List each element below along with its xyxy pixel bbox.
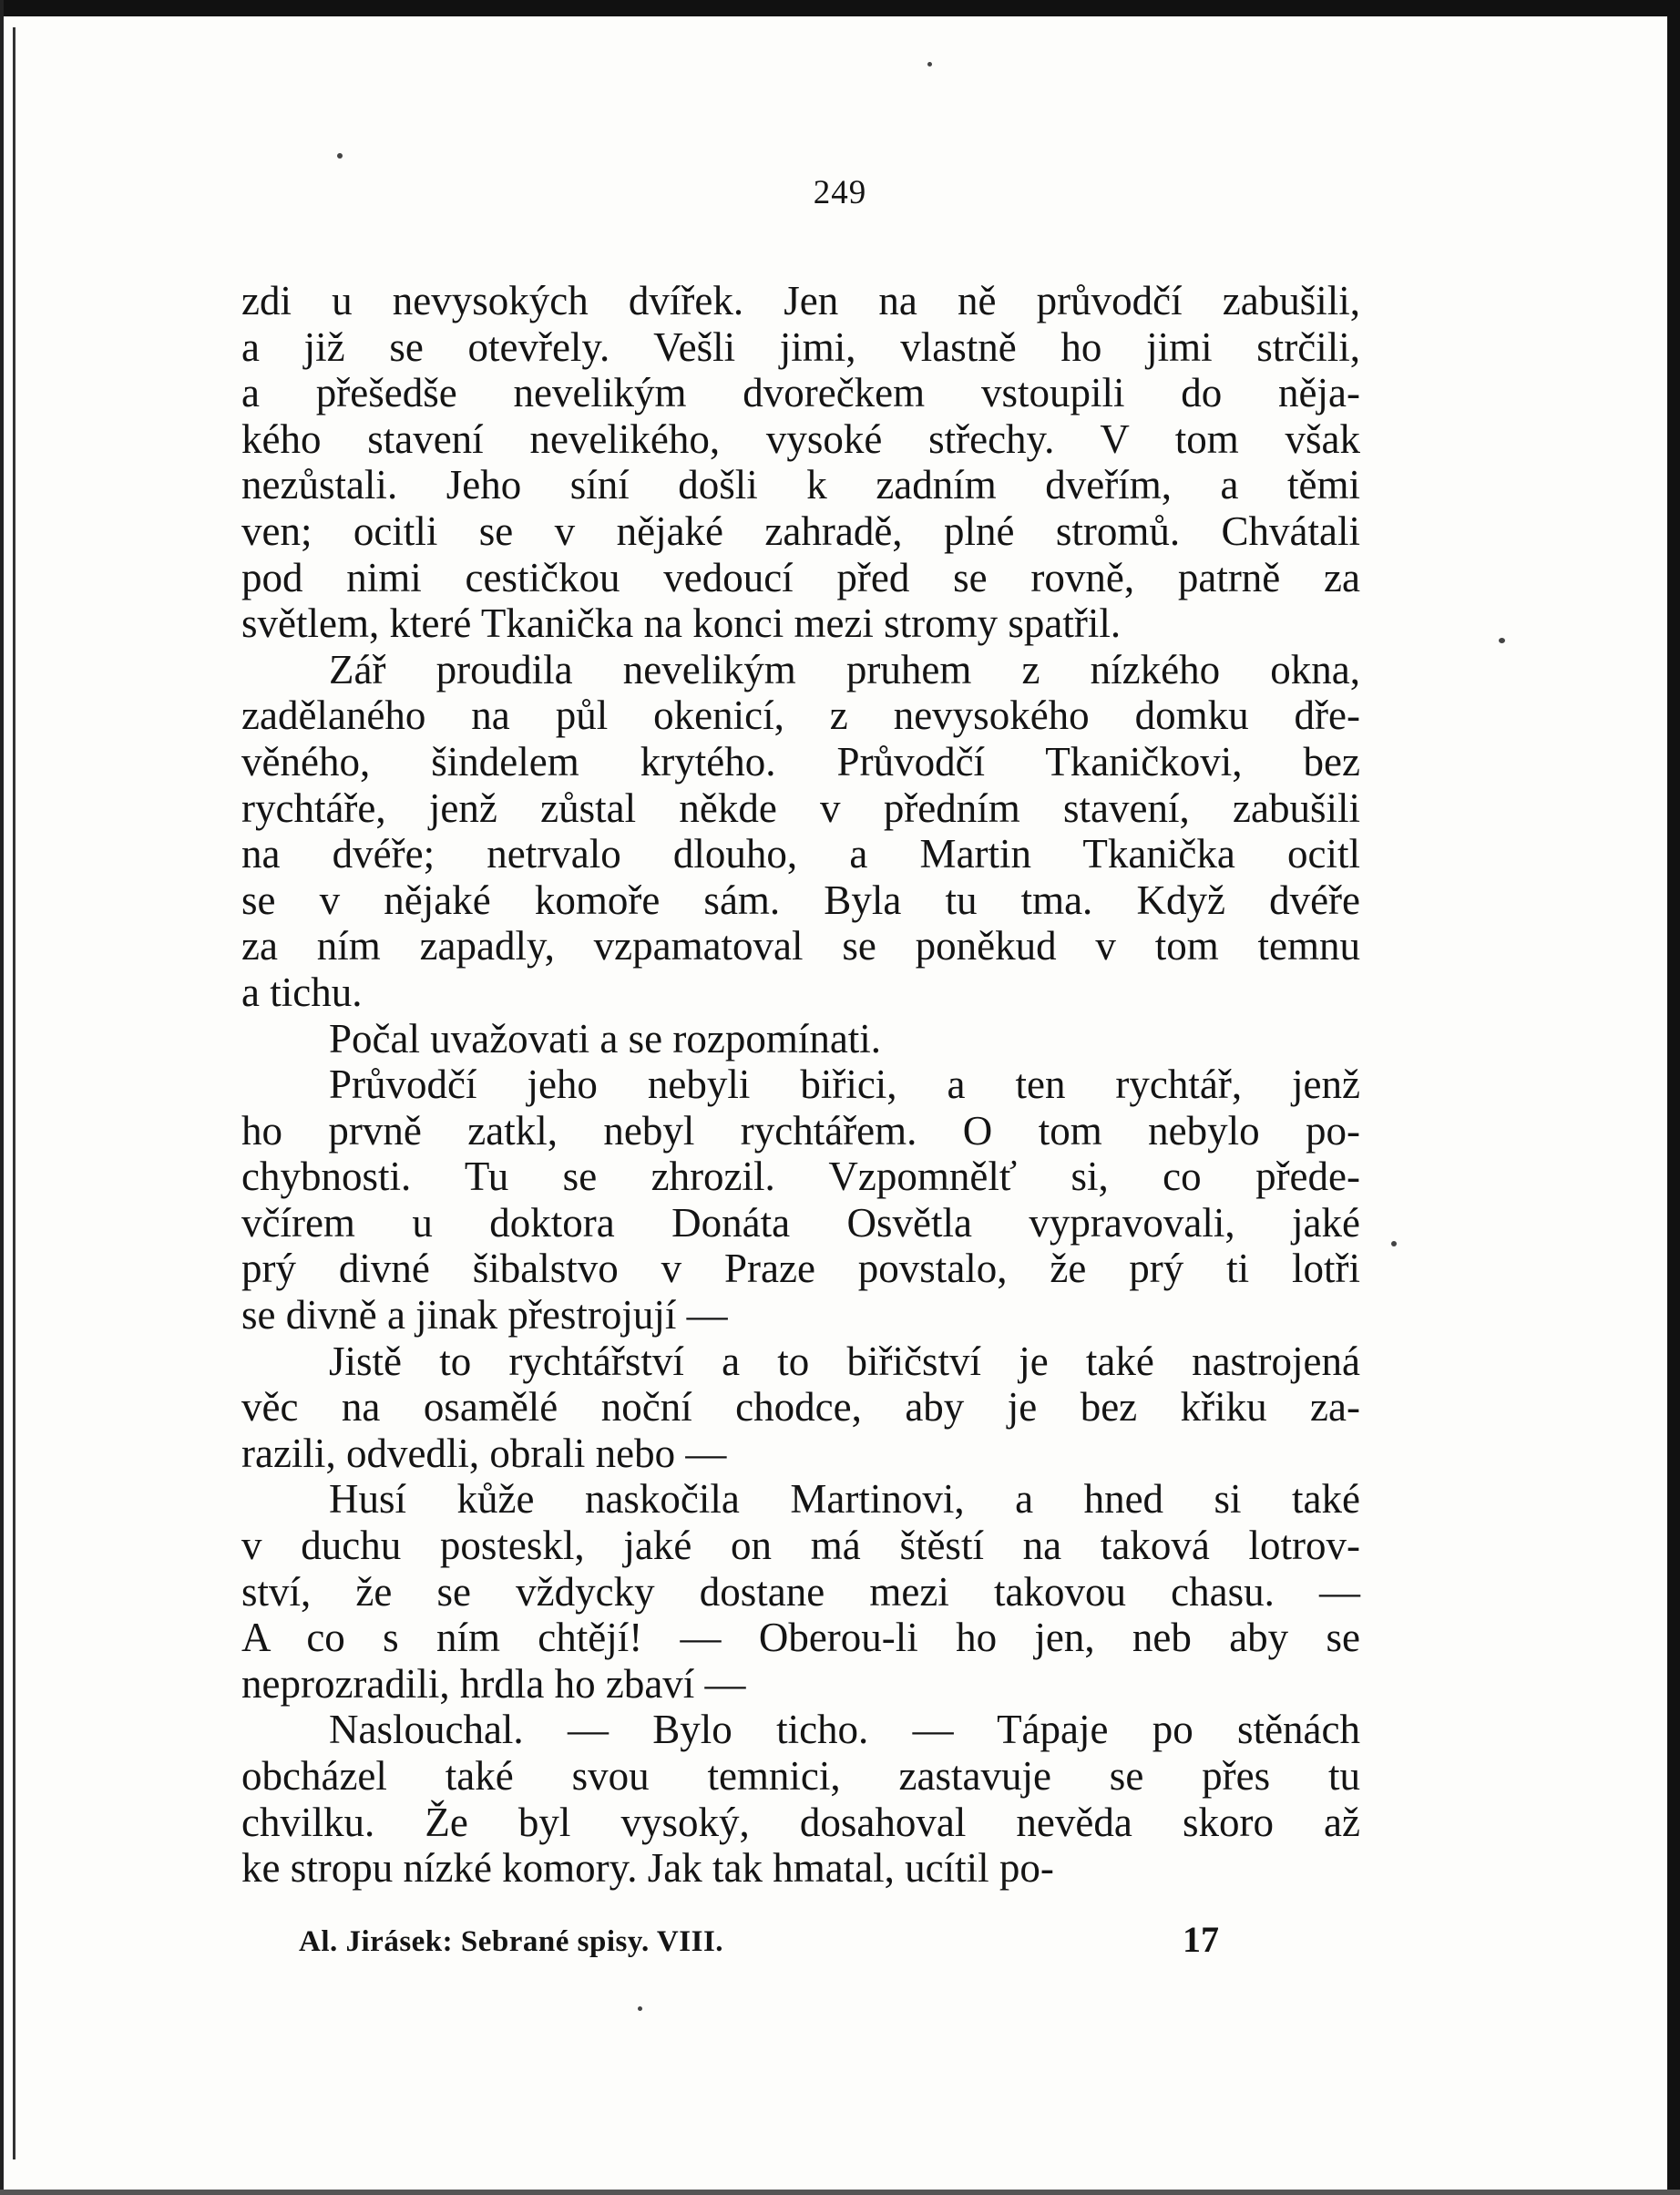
scan-binding-line [13, 27, 15, 2159]
text-line: se divně a jinak přestrojují — [241, 1292, 728, 1339]
scan-edge-right [1667, 0, 1680, 2195]
text-line: na dvéře; netrvalo dlouho, a Martin Tkanička ocitl [241, 831, 1360, 877]
text-line: Husí kůže naskočila Martinovi, a hned si také [329, 1476, 1360, 1523]
paragraph [241, 1016, 1360, 1062]
text-line: chvilku. Že byl vysoký, dosahoval nevěda skoro až [241, 1799, 1360, 1845]
scan-speck [638, 2006, 642, 2011]
text-line: v duchu posteskl, jaké on má štěstí na taková lotrov- [241, 1523, 1360, 1569]
text-line: chybnosti. Tu se zhrozil. Vzpomnělť si, co přede- [241, 1154, 1360, 1200]
scan-edge-top [0, 0, 1680, 16]
text-line: Jistě to rychtářství a to biřičství je také nastrojená [329, 1338, 1360, 1384]
text-line: razili, odvedli, obrali nebo — [241, 1430, 727, 1476]
paragraph [241, 1062, 1360, 1339]
text-line: a přešedše nevelikým dvorečkem vstoupili do něja- [241, 370, 1360, 416]
paragraph [241, 1707, 1360, 1891]
scan-speck [1499, 638, 1505, 643]
text-line: obcházel také svou temnici, zastavuje se přes tu [241, 1753, 1360, 1799]
text-line: zdi u nevysokých dvířek. Jen na ně průvodčí zabušili, [241, 278, 1360, 323]
text-line: neprozradili, hrdla ho zbaví — [241, 1660, 746, 1707]
text-line: Zář proudila nevelikým pruhem z nízkého okna, [329, 646, 1360, 692]
text-line: Průvodčí jeho nebyli biřici, a ten rychtář, jenž [329, 1062, 1360, 1108]
scan-edge-left [0, 0, 4, 2195]
page-number: 249 [813, 174, 867, 211]
body-text [241, 278, 1360, 1892]
paragraph [241, 1476, 1360, 1707]
text-line: a tichu. [241, 969, 363, 1015]
scan-speck [337, 153, 343, 159]
text-line: a již se otevřely. Vešli jimi, vlastně ho jimi strčili, [241, 323, 1360, 370]
text-line: věného, šindelem krytého. Průvodčí Tkaničkovi, bez [241, 738, 1360, 785]
paragraph [241, 278, 1360, 647]
text-line: za ním zapadly, vzpamatoval se poněkud v tom temnu [241, 923, 1360, 969]
text-line: ho prvně zatkl, nebyl rychtářem. O tom nebylo po- [241, 1107, 1360, 1154]
text-line: kého stavení nevelikého, vysoké střechy. V tom však [241, 415, 1360, 462]
scan-edge-bottom [0, 2190, 1680, 2195]
paragraph [241, 1339, 1360, 1477]
signature-mark: 17 [1183, 1919, 1219, 1960]
scan-speck [1391, 1241, 1397, 1246]
paragraph [241, 647, 1360, 1016]
text-line: věc na osamělé noční chodce, aby je bez křiku za- [241, 1384, 1360, 1431]
page-footer [299, 1918, 1246, 1964]
text-line: nezůstali. Jeho síní došli k zadním dveřím, a těmi [241, 462, 1360, 508]
text-line: A co s ním chtějí! — Oberou-li ho jen, neb aby se [241, 1615, 1360, 1661]
text-line: ství, že se vždycky dostane mezi takovou chasu. — [241, 1568, 1360, 1615]
scan-speck [927, 62, 932, 67]
text-line: rychtáře, jenž zůstal někde v předním stavení, zabušili [241, 785, 1360, 831]
text-line: včírem u doktora Donáta Osvětla vypravovali, jaké [241, 1199, 1360, 1246]
text-line: Naslouchal. — Bylo ticho. — Tápaje po stěnách [329, 1707, 1360, 1753]
text-line: zadělaného na půl okenicí, z nevysokého domku dře- [241, 692, 1360, 739]
text-line: prý divné šibalstvo v Praze povstalo, že prý ti lotři [241, 1246, 1360, 1292]
text-line: světlem, které Tkanička na konci mezi stromy spatřil. [241, 600, 1122, 647]
text-line: pod nimi cestičkou vedoucí před se rovně, patrně za [241, 554, 1360, 600]
text-line: ven; ocitli se v nějaké zahradě, plné stromů. Chvátali [241, 508, 1360, 554]
text-line: se v nějaké komoře sám. Byla tu tma. Když dvéře [241, 877, 1360, 923]
text-line: Počal uvažovati a se rozpomínati. [329, 1015, 882, 1062]
footer-citation: Al. Jirásek: Sebrané spisy. VIII. [299, 1925, 724, 1958]
text-line: ke stropu nízké komory. Jak tak hmatal, ucítil po- [241, 1845, 1054, 1892]
